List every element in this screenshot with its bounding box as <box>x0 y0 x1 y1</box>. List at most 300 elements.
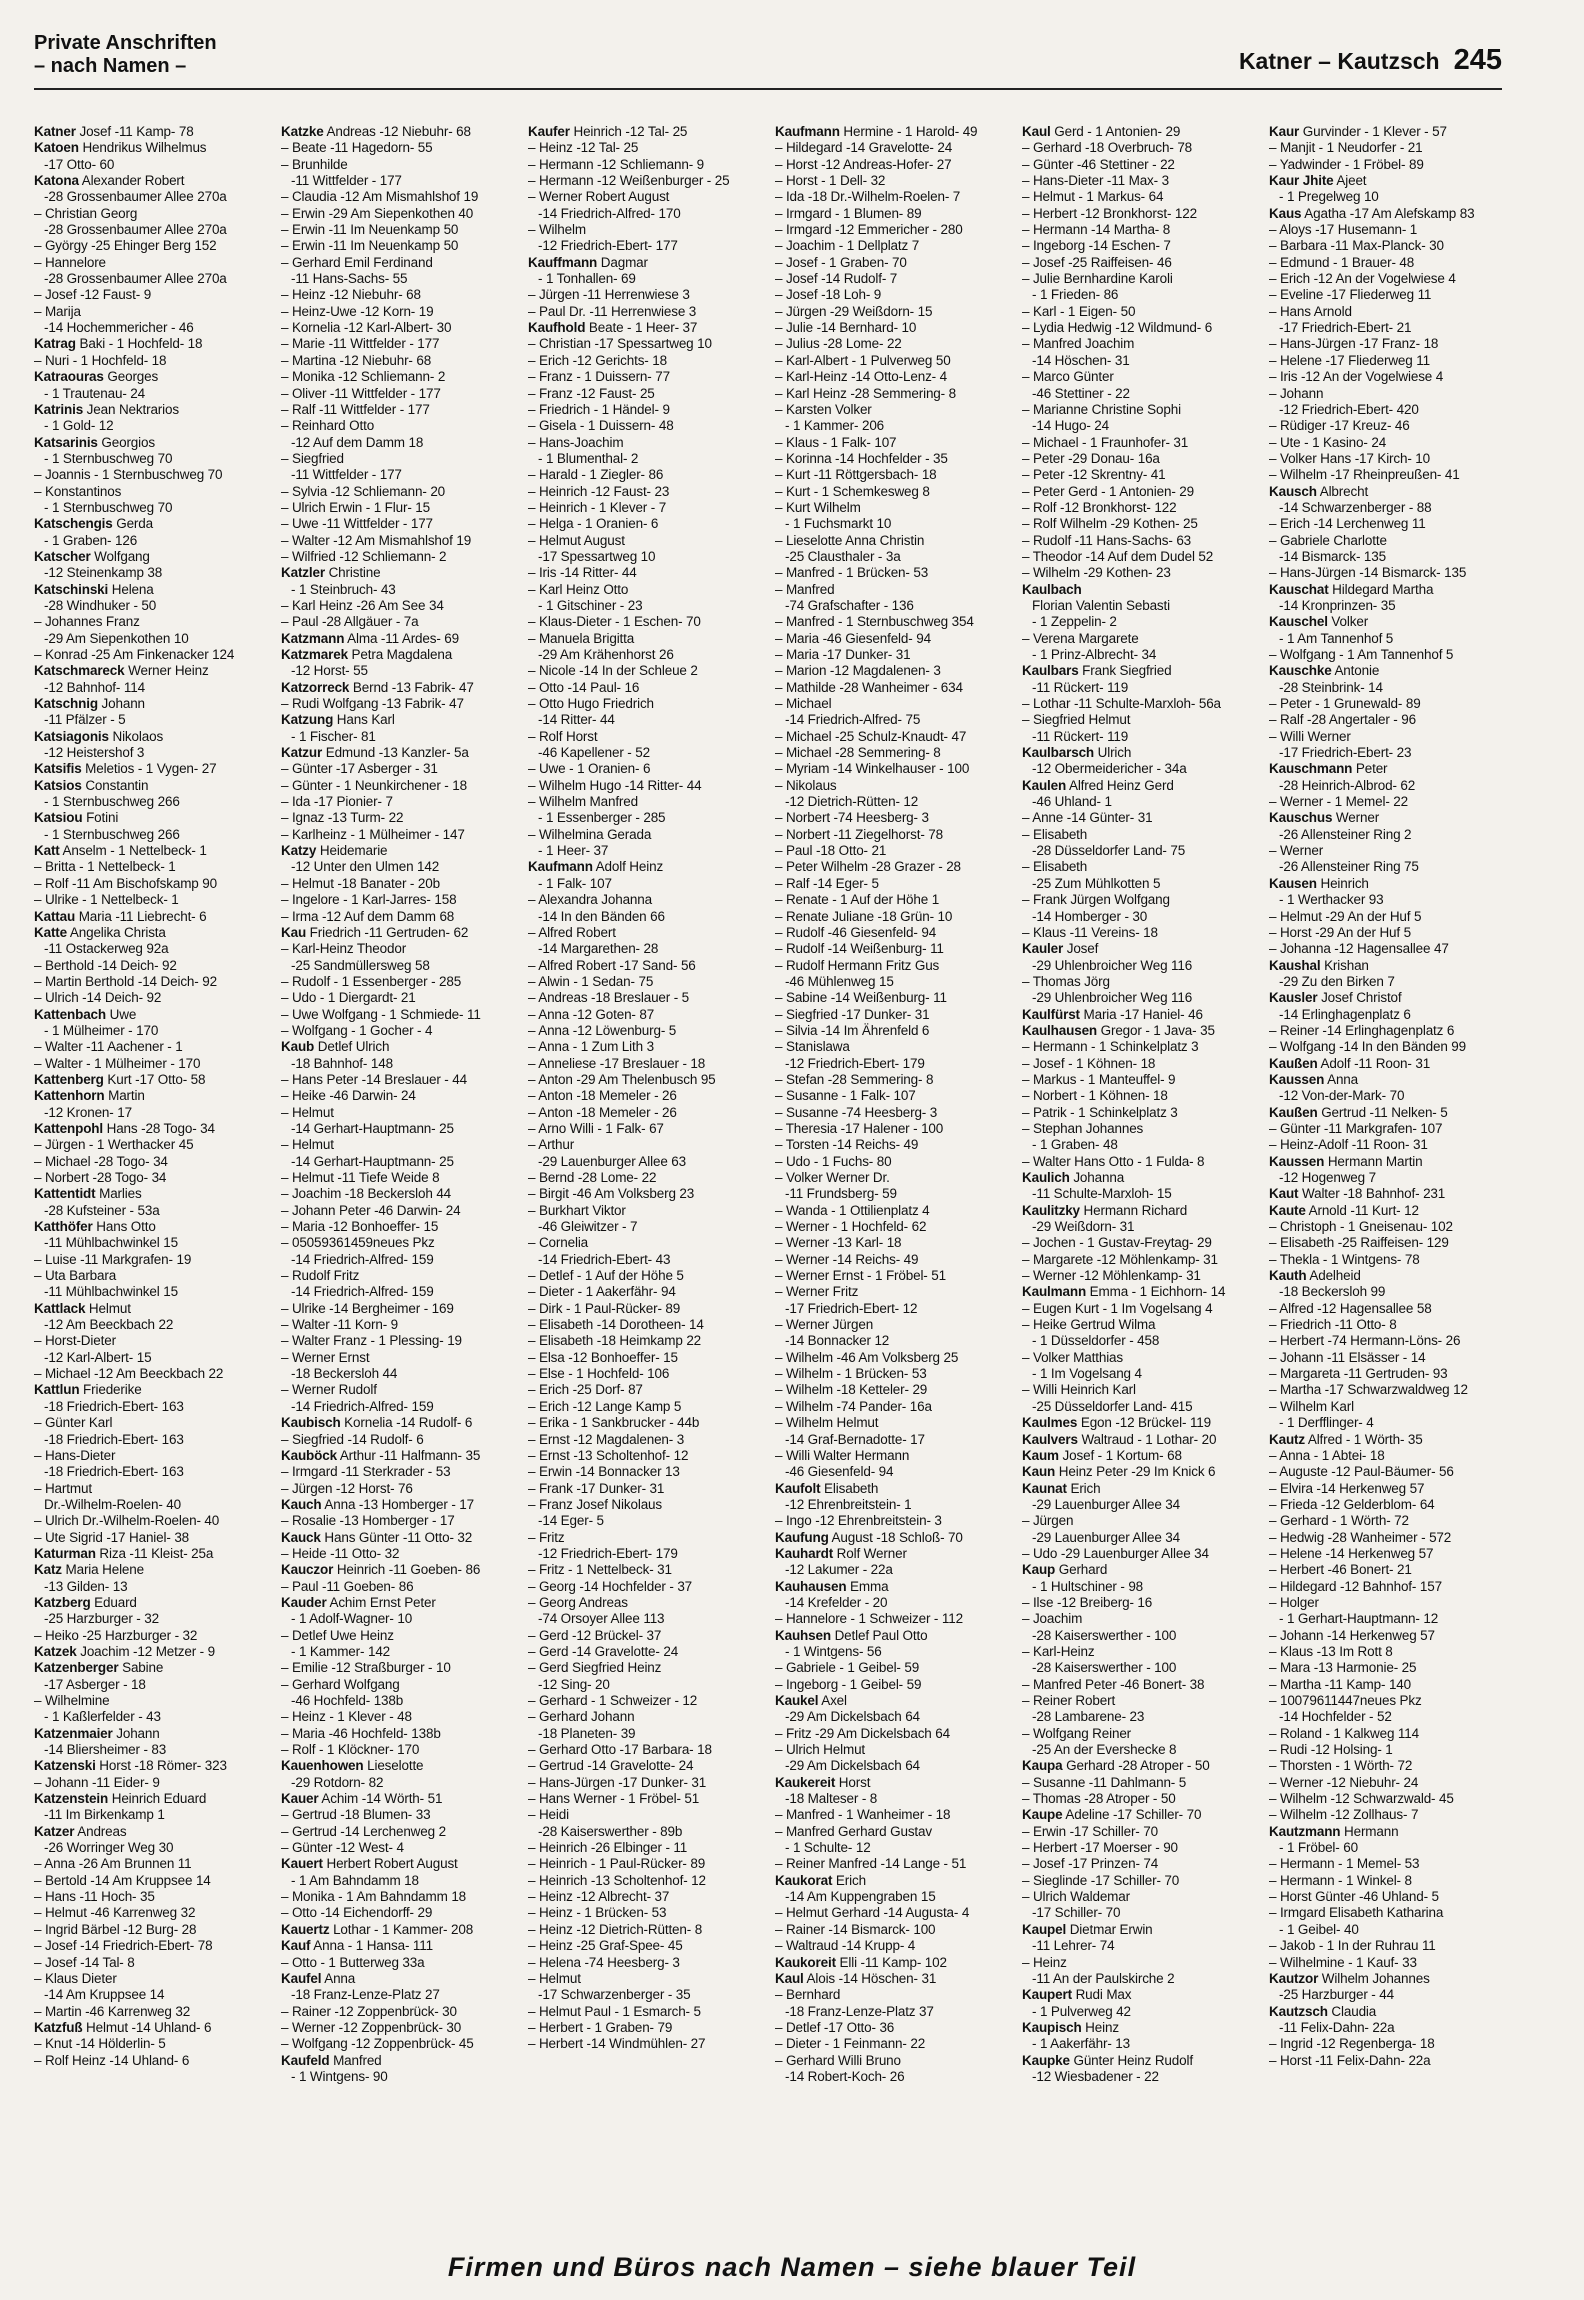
directory-entry: – Hermann -12 Schliemann- 9 <box>528 156 705 172</box>
directory-entry: – Josef - 1 Graben- 70 <box>775 254 907 270</box>
directory-entry: Kauschat Hildegard Martha <box>1269 581 1434 597</box>
directory-entry: – Klaus-Dieter - 1 Eschen- 70 <box>528 614 701 630</box>
directory-entry: – Oliver -11 Wittfelder - 177 <box>281 385 441 401</box>
directory-entry: – Iris -14 Ritter- 44 <box>528 565 637 581</box>
directory-entry: - 1 Aakerfähr- 13 <box>1032 2036 1131 2052</box>
directory-entry: – Emilie -12 Straßburger - 10 <box>281 1660 451 1676</box>
directory-entry: -18 Friedrich-Ebert- 163 <box>44 1464 184 1480</box>
page-header <box>34 32 1502 84</box>
directory-entry: – Gerhard Wolfgang <box>281 1676 400 1692</box>
directory-entry: – Maria -46 Hochfeld- 138b <box>281 1725 441 1741</box>
directory-entry: Katzenmaier Johann <box>34 1725 160 1741</box>
directory-entry: -11 Wittfelder - 177 <box>291 467 402 483</box>
directory-entry: -29 Am Krähenhorst 26 <box>538 647 674 662</box>
directory-entry: -46 Gleiwitzer - 7 <box>538 1219 638 1235</box>
directory-entry: – Herbert - 1 Graben- 79 <box>528 2019 673 2035</box>
directory-entry: – Otto Hugo Friedrich <box>528 696 654 712</box>
directory-entry: -12 Karl-Albert- 15 <box>44 1349 152 1365</box>
directory-entry: – Else - 1 Hochfeld- 106 <box>528 1366 670 1382</box>
directory-entry: -28 Windhuker - 50 <box>44 597 157 613</box>
directory-entry: -29 Am Dickelsbach 64 <box>785 1709 920 1725</box>
directory-entry: – Josef -17 Prinzen- 74 <box>1022 1856 1159 1872</box>
directory-entry: – Erika - 1 Sankbrucker - 44b <box>528 1415 700 1431</box>
directory-entry: -26 Allensteiner Ring 75 <box>1279 859 1419 875</box>
directory-entry: – Uwe - 1 Oranien- 6 <box>528 761 651 777</box>
directory-entry: Katsiou Fotini <box>34 810 119 826</box>
directory-entry: - 1 Adolf-Wagner- 10 <box>291 1611 413 1627</box>
directory-entry: -29 Uhlenbroicher Weg 116 <box>1032 957 1193 973</box>
directory-entry: Kaupisch Heinz <box>1022 2019 1119 2035</box>
directory-entry: – Josef -25 Raiffeisen- 46 <box>1022 254 1172 270</box>
directory-entry: Katzenberger Sabine <box>34 1660 164 1676</box>
directory-entry: Katzfuß Helmut -14 Uhland- 6 <box>34 2019 212 2035</box>
directory-entry: – Iris -12 An der Vogelwiese 4 <box>1269 369 1444 385</box>
directory-entry: – Michael -12 Am Beeckbach 22 <box>34 1366 224 1382</box>
directory-entry: Kauhsen Detlef Paul Otto <box>775 1627 928 1643</box>
directory-entry: – Rudolf -46 Giesenfeld- 94 <box>775 924 937 940</box>
directory-entry: – Peter -29 Donau- 16a <box>1022 450 1160 466</box>
directory-entry: – Erwin -11 Im Neuenkamp 50 <box>281 222 459 238</box>
directory-entry: Kaulich Johanna <box>1022 1170 1125 1185</box>
directory-entry: - 1 Düsseldorfer - 458 <box>1032 1333 1160 1349</box>
directory-entry: – Hans -11 Hoch- 35 <box>34 1889 155 1905</box>
directory-entry: – Renate - 1 Auf der Höhe 1 <box>775 892 940 908</box>
directory-entry: – Wilfried -12 Schliemann- 2 <box>281 548 447 564</box>
directory-entry: - 1 Werthacker 93 <box>1279 892 1384 908</box>
directory-entry: – Jürgen - 1 Werthacker 45 <box>34 1137 194 1153</box>
directory-entry: - 1 Derfflinger- 4 <box>1279 1415 1374 1431</box>
directory-entry: – Hermann - 1 Memel- 53 <box>1269 1856 1420 1872</box>
directory-entry: -14 Friedrich-Alfred- 159 <box>291 1251 434 1267</box>
directory-entry: – Ulrich Waldemar <box>1022 1889 1130 1905</box>
directory-entry: – Josef -14 Friedrich-Ebert- 78 <box>34 1938 213 1954</box>
directory-entry: – Birgit -46 Am Volksberg 23 <box>528 1186 695 1202</box>
directory-entry: - 1 Graben- 126 <box>44 532 138 548</box>
directory-entry: – Monika - 1 Am Bahndamm 18 <box>281 1889 467 1905</box>
directory-entry: – Konstantinos <box>34 483 122 499</box>
directory-entry: – Rudi -12 Holsing- 1 <box>1269 1742 1393 1758</box>
directory-entry: -17 Otto- 60 <box>44 156 115 172</box>
directory-entry: -17 Schwarzenberger - 35 <box>538 1987 691 2003</box>
directory-entry: – Wolfgang -14 In den Bänden 99 <box>1269 1039 1467 1055</box>
directory-entry: – Ingeborg -14 Eschen- 7 <box>1022 238 1171 254</box>
directory-entry: – Hildegard -12 Bahnhof- 157 <box>1269 1578 1442 1594</box>
directory-entry: Kaufmann Hermine - 1 Harold- 49 <box>775 124 978 139</box>
directory-entry: Kauschus Werner <box>1269 810 1380 826</box>
directory-entry: -12 Auf dem Damm 18 <box>291 434 424 450</box>
directory-entry: Kaus Agatha -17 Am Alefskamp 83 <box>1269 205 1475 221</box>
directory-entry: Katsifis Meletios - 1 Vygen- 27 <box>34 761 217 777</box>
directory-entry: – Martha -11 Kamp- 140 <box>1269 1676 1412 1692</box>
directory-entry: Kaur Gurvinder - 1 Klever - 57 <box>1269 124 1447 139</box>
directory-entry: – Werner <box>1269 843 1324 859</box>
directory-entry: – Helene -17 Fliederweg 11 <box>1269 352 1430 368</box>
directory-entry: -12 Sing- 20 <box>538 1676 610 1692</box>
directory-entry: -11 Rückert- 119 <box>1032 679 1129 695</box>
directory-entry: – Hans-Dieter -11 Max- 3 <box>1022 173 1169 189</box>
directory-entry: – Günter Karl <box>34 1415 113 1431</box>
directory-entry: – Martina -12 Niebuhr- 68 <box>281 352 432 368</box>
directory-entry: – Werner -14 Reichs- 49 <box>775 1251 919 1267</box>
directory-entry: Kaupel Dietmar Erwin <box>1022 1921 1153 1937</box>
directory-entry: Kaulhausen Gregor - 1 Java- 35 <box>1022 1022 1215 1038</box>
directory-entry: – Karl-Heinz <box>1022 1643 1095 1659</box>
directory-entry: - 1 Am Bahndamm 18 <box>291 1872 419 1888</box>
directory-entry: -14 Bismarck- 135 <box>1279 548 1386 564</box>
directory-entry: – Georg -14 Hochfelder - 37 <box>528 1578 693 1594</box>
directory-entry: – Werner -12 Möhlenkamp- 31 <box>1022 1268 1201 1284</box>
directory-entry: – Anton -18 Memeler - 26 <box>528 1088 677 1104</box>
directory-entry: -12 Heistershof 3 <box>44 745 145 761</box>
directory-entry: – Fritz <box>528 1529 565 1545</box>
directory-entry: – Marion -12 Magdalenen- 3 <box>775 663 941 679</box>
directory-entry: – Siegfried Helmut <box>1022 712 1131 728</box>
directory-entry: – Harald - 1 Ziegler- 86 <box>528 467 664 483</box>
directory-entry: – Helmut Gerhard -14 Augusta- 4 <box>775 1905 970 1921</box>
directory-entry: – Manfred <box>775 581 835 597</box>
directory-entry: – Walter -12 Am Mismahlshof 19 <box>281 532 472 548</box>
directory-entry: -14 Bonnacker 12 <box>785 1333 890 1349</box>
directory-entry: – Heinz -12 Tal- 25 <box>528 140 639 156</box>
directory-entry: -14 Graf-Bernadotte- 17 <box>785 1431 925 1447</box>
directory-entry: -46 Stettiner - 22 <box>1032 385 1130 401</box>
directory-entry: – Irmgard -11 Sterkrader - 53 <box>281 1464 451 1480</box>
directory-entry: Kaussen Hermann Martin <box>1269 1153 1423 1169</box>
directory-entry: – Walter -11 Aachener - 1 <box>34 1039 183 1055</box>
directory-entry: -14 Am Kuppengraben 15 <box>785 1889 936 1905</box>
directory-entry: -25 Harzburger - 32 <box>44 1611 159 1627</box>
directory-entry: – Manjit - 1 Neudorfer - 21 <box>1269 140 1423 156</box>
directory-entry: -28 Kufsteiner - 53a <box>44 1202 160 1218</box>
directory-entry: – Edmund - 1 Brauer- 48 <box>1269 254 1415 270</box>
directory-entry: – Lieselotte Anna Christin <box>775 532 925 548</box>
directory-entry: -28 Lambarene- 23 <box>1032 1709 1145 1725</box>
directory-entry: Kaulitzky Hermann Richard <box>1022 1202 1188 1218</box>
directory-entry: – Karl-Albert - 1 Pulverweg 50 <box>775 352 951 368</box>
directory-entry: – Christian Georg <box>34 205 138 221</box>
directory-entry: – Uta Barbara <box>34 1268 117 1284</box>
directory-entry: – Arno Willi - 1 Falk- 67 <box>528 1120 664 1136</box>
directory-entry: – Roland - 1 Kalkweg 114 <box>1269 1725 1419 1741</box>
directory-entry: – Peter Wilhelm -28 Grazer - 28 <box>775 859 961 875</box>
directory-entry: – Bernd -28 Lome- 22 <box>528 1170 657 1185</box>
directory-entry: – Heinz - 1 Klever - 48 <box>281 1709 412 1725</box>
directory-entry: – Margareta -11 Gertruden- 93 <box>1269 1366 1448 1382</box>
directory-entry: Kattlack Helmut <box>34 1300 131 1316</box>
directory-entry: -14 Krefelder - 20 <box>785 1594 888 1610</box>
directory-entry: – Gabriele - 1 Geibel- 59 <box>775 1660 920 1676</box>
section-title-line2: – nach Namen – <box>34 55 187 77</box>
directory-entry: – Walter Franz - 1 Plessing- 19 <box>281 1333 462 1349</box>
directory-entry: – Alfred Robert -17 Sand- 56 <box>528 957 696 973</box>
directory-entry: – Wilhelm <box>528 222 586 238</box>
directory-entry: – Detlef - 1 Auf der Höhe 5 <box>528 1268 684 1284</box>
directory-entry: - 1 Sternbuschweg 70 <box>44 499 173 515</box>
directory-entry: – Stefan -28 Semmering- 8 <box>775 1071 934 1087</box>
directory-entry: – Aloys -17 Husemann- 1 <box>1269 222 1418 238</box>
directory-entry: -12 Friedrich-Ebert- 420 <box>1279 401 1419 417</box>
directory-entry: – Konrad -25 Am Finkenacker 124 <box>34 647 235 662</box>
directory-entry: – Martin Berthold -14 Deich- 92 <box>34 973 217 989</box>
directory-entry: -29 Lauenburger Allee 34 <box>1032 1529 1181 1545</box>
directory-entry: – Holger <box>1269 1594 1319 1610</box>
directory-entry: -11 Schulte-Marxloh- 15 <box>1032 1186 1172 1202</box>
directory-entry: – Christoph - 1 Gneisenau- 102 <box>1269 1219 1453 1235</box>
directory-entry: Kattenbach Uwe <box>34 1006 137 1022</box>
directory-entry: – Otto - 1 Butterweg 33a <box>281 1954 425 1970</box>
directory-entry: – Manfred - 1 Wanheimer - 18 <box>775 1807 951 1823</box>
directory-entry: – Manfred Peter -46 Bonert- 38 <box>1022 1676 1205 1692</box>
directory-entry: -46 Uhland- 1 <box>1032 794 1112 810</box>
directory-entry: – Marija <box>34 303 81 319</box>
directory-entry: – Eugen Kurt - 1 Im Vogelsang 4 <box>1022 1300 1213 1316</box>
directory-entry: – Helmut <box>281 1104 334 1120</box>
directory-entry: -28 Kaiserswerther - 89b <box>538 1823 683 1839</box>
directory-entry: – Elvira -14 Herkenweg 57 <box>1269 1480 1425 1496</box>
directory-entry: – Reiner Robert <box>1022 1693 1116 1708</box>
directory-entry: – Luise -11 Markgrafen- 19 <box>34 1251 192 1267</box>
directory-entry: - 1 Im Vogelsang 4 <box>1032 1366 1142 1382</box>
directory-entry: – Marianne Christine Sophi <box>1022 401 1181 417</box>
directory-entry: – Werner - 1 Hochfeld- 62 <box>775 1219 927 1235</box>
directory-entry: – Günter -11 Markgrafen- 107 <box>1269 1120 1443 1136</box>
directory-entry: - 1 Frieden- 86 <box>1032 287 1119 303</box>
directory-entry: – Peter - 1 Grunewald- 89 <box>1269 696 1421 712</box>
directory-entry: Kauler Josef <box>1022 941 1099 957</box>
directory-entry: -14 Friedrich-Alfred- 159 <box>291 1284 434 1300</box>
directory-entry: – Norbert -28 Togo- 34 <box>34 1170 167 1185</box>
directory-entry: – Wilhelmina Gerada <box>528 826 652 842</box>
directory-entry: Katt Anselm - 1 Nettelbeck- 1 <box>34 843 207 859</box>
directory-entry: Katschengis Gerda <box>34 516 153 532</box>
directory-entry: – Udo -29 Lauenburger Allee 34 <box>1022 1545 1209 1561</box>
directory-entry: Katraouras Georges <box>34 369 159 385</box>
directory-entry: -14 Schwarzenberger - 88 <box>1279 499 1432 515</box>
directory-entry: – Ulrich Erwin - 1 Flur- 15 <box>281 499 430 515</box>
section-title-line1: Private Anschriften <box>34 32 217 54</box>
directory-entry: -12 Obermeidericher - 34a <box>1032 761 1187 777</box>
directory-entry: – Rosalie -13 Homberger - 17 <box>281 1513 455 1529</box>
directory-entry: – Gerhard Johann <box>528 1709 635 1725</box>
directory-entry: -14 Hochemmericher - 46 <box>44 320 194 336</box>
directory-entry: – Karl Heinz Otto <box>528 581 629 597</box>
directory-entry: -29 Rotdorn- 82 <box>291 1774 384 1790</box>
directory-entry: – Elsa -12 Bonhoeffer- 15 <box>528 1349 678 1365</box>
directory-entry: -14 Ritter- 44 <box>538 712 615 728</box>
directory-entry: – Hans-Joachim <box>528 434 624 450</box>
directory-entry: -29 Lauenburger Allee 63 <box>538 1153 687 1169</box>
directory-entry: – Wilhelm Manfred <box>528 794 638 810</box>
footer-note: Firmen und Büros nach Namen – siehe blauer Teil <box>447 2252 1137 2282</box>
directory-entry: – Werner -13 Karl- 18 <box>775 1235 902 1251</box>
directory-entry: – 10079611447neues Pkz <box>1269 1693 1422 1708</box>
directory-entry: -14 Margarethen- 28 <box>538 941 659 957</box>
directory-entry: – Ulrich -14 Deich- 92 <box>34 990 162 1006</box>
directory-entry: – Detlef -17 Otto- 36 <box>775 2019 895 2035</box>
directory-entry: -11 Mühlbachwinkel 15 <box>44 1284 178 1300</box>
directory-entry: -12 Dietrich-Rütten- 12 <box>785 794 919 810</box>
directory-entry: -12 Horst- 55 <box>291 663 368 679</box>
directory-entry: -11 Frundsberg- 59 <box>785 1186 897 1202</box>
directory-entry: – Hermann - 1 Winkel- 8 <box>1269 1872 1412 1888</box>
directory-entry: – Korinna -14 Hochfelder - 35 <box>775 450 948 466</box>
directory-entry: – Brunhilde <box>281 156 348 172</box>
directory-entry: -14 Höschen- 31 <box>1032 352 1130 368</box>
directory-entry: – Maria -46 Giesenfeld- 94 <box>775 630 931 646</box>
directory-entry: – Wilhelm -18 Ketteler- 29 <box>775 1382 928 1398</box>
directory-entry: – Norbert -74 Heesberg- 3 <box>775 810 929 826</box>
directory-entry: – Uwe -11 Wittfelder - 177 <box>281 516 433 532</box>
directory-entry: - 1 Trautenau- 24 <box>44 385 146 401</box>
directory-entry: -17 Spessartweg 10 <box>538 548 656 564</box>
directory-entry: – Hans-Dieter <box>34 1447 116 1463</box>
directory-entry: – Horst - 1 Dell- 32 <box>775 173 886 189</box>
directory-entry: – Rudolf - 1 Essenberger - 285 <box>281 973 462 989</box>
directory-entry: – Alexandra Johanna <box>528 892 653 908</box>
directory-entry: -25 An der Evershecke 8 <box>1032 1742 1177 1758</box>
directory-entry: -14 Hochfelder - 52 <box>1279 1709 1392 1725</box>
directory-entry: - 1 Prinz-Albrecht- 34 <box>1032 647 1157 662</box>
directory-entry: Katzek Joachim -12 Metzer - 9 <box>34 1643 215 1659</box>
directory-entry: – Jürgen <box>1022 1513 1074 1529</box>
directory-entry: – Helene -14 Herkenweg 57 <box>1269 1545 1434 1561</box>
directory-entry: – Wilhelmine - 1 Kauf- 33 <box>1269 1954 1417 1970</box>
directory-entry: -11 Lehrer- 74 <box>1032 1938 1115 1954</box>
directory-entry: Kaunat Erich <box>1022 1480 1101 1496</box>
directory-entry: – Willi Heinrich Karl <box>1022 1382 1136 1398</box>
directory-entry: – Helmut <box>528 1970 581 1986</box>
directory-entry: Katner Josef -11 Kamp- 78 <box>34 124 194 139</box>
directory-entry: Kaupke Günter Heinz Rudolf <box>1022 2052 1193 2068</box>
section-title <box>34 32 217 78</box>
directory-entry: – Erich -12 Gerichts- 18 <box>528 352 667 368</box>
directory-entry: – Franz - 1 Duissern- 77 <box>528 369 670 385</box>
directory-entry: -28 Steinbrink- 14 <box>1279 679 1383 695</box>
directory-entry: – Helmut August <box>528 532 625 548</box>
directory-entry: – Anna -12 Goten- 87 <box>528 1006 655 1022</box>
directory-entry: – Arthur <box>528 1137 575 1153</box>
directory-entry: – Heinz - 1 Brücken- 53 <box>528 1905 667 1921</box>
directory-entry: Kaute Arnold -11 Kurt- 12 <box>1269 1202 1419 1218</box>
directory-entry: – Mara -13 Harmonie- 25 <box>1269 1660 1417 1676</box>
directory-entry: -25 Harzburger - 44 <box>1279 1987 1394 2003</box>
directory-entry: -46 Giesenfeld- 94 <box>785 1464 894 1480</box>
directory-entry: -14 Friedrich-Ebert- 43 <box>538 1251 671 1267</box>
directory-entry: – Erich -12 Lange Kamp 5 <box>528 1398 682 1414</box>
directory-entry: – Karlheinz - 1 Mülheimer - 147 <box>281 826 465 842</box>
directory-entry: – Erwin -11 Im Neuenkamp 50 <box>281 238 459 254</box>
directory-entry: – Michael -28 Togo- 34 <box>34 1153 168 1169</box>
directory-entry: – Willi Werner <box>1269 728 1351 744</box>
directory-entry: -28 Kaiserswerther - 100 <box>1032 1660 1177 1676</box>
directory-entry: -18 Beckersloh 44 <box>291 1366 398 1382</box>
directory-entry: -11 Im Birkenkamp 1 <box>44 1807 165 1823</box>
directory-entry: - 1 Hultschiner - 98 <box>1032 1578 1144 1594</box>
directory-entry: -28 Düsseldorfer Land- 75 <box>1032 843 1186 859</box>
directory-entry: Kaum Josef - 1 Kortum- 68 <box>1022 1447 1182 1463</box>
directory-entry: – Otto -14 Paul- 16 <box>528 679 640 695</box>
directory-entry: Kaukorat Erich <box>775 1872 866 1888</box>
directory-entry: -18 Franz-Lenze-Platz 27 <box>291 1987 440 2003</box>
directory-column-4 <box>775 124 1013 2214</box>
directory-entry: – Joannis - 1 Sternbuschweg 70 <box>34 467 223 483</box>
directory-entry: – Josef -14 Rudolf- 7 <box>775 271 898 287</box>
directory-entry: -11 Wittfelder - 177 <box>291 173 402 189</box>
directory-entry: – Werner Fritz <box>775 1284 859 1300</box>
directory-entry: -11 Ostackerweg 92a <box>44 941 169 957</box>
directory-entry: Kaupert Rudi Max <box>1022 1987 1132 2003</box>
directory-entry: – Andreas -18 Breslauer - 5 <box>528 990 690 1006</box>
directory-entry: – Heinrich -26 Elbinger - 11 <box>528 1840 688 1856</box>
directory-entry: Kattentidt Marlies <box>34 1186 142 1202</box>
directory-entry: – Klaus -11 Vereins- 18 <box>1022 924 1158 940</box>
directory-entry: Kauschmann Peter <box>1269 761 1388 777</box>
directory-entry: – Margarete -12 Möhlenkamp- 31 <box>1022 1251 1218 1267</box>
directory-entry: – Alfred -12 Hagensallee 58 <box>1269 1300 1432 1316</box>
directory-entry: -29 Lauenburger Allee 34 <box>1032 1496 1181 1512</box>
directory-entry: – Torsten -14 Reichs- 49 <box>775 1137 919 1153</box>
directory-entry: Kauffmann Dagmar <box>528 254 648 270</box>
directory-entry: – Hans-Jürgen -17 Franz- 18 <box>1269 336 1439 352</box>
directory-entry: – Dieter - 1 Aakerfähr- 94 <box>528 1284 676 1300</box>
directory-entry: – Manfred Gerhard Gustav <box>775 1823 932 1839</box>
directory-entry: – Frank -17 Dunker- 31 <box>528 1480 665 1496</box>
directory-entry: – Josef - 1 Köhnen- 18 <box>1022 1055 1156 1071</box>
directory-entry: – Michael <box>775 696 832 712</box>
directory-entry: – Britta - 1 Nettelbeck- 1 <box>34 859 176 875</box>
directory-entry: -14 Erlinghagenplatz 6 <box>1279 1006 1411 1022</box>
directory-entry: - 1 Am Tannenhof 5 <box>1279 630 1394 646</box>
directory-entry: – Udo - 1 Fuchs- 80 <box>775 1153 892 1169</box>
directory-entry: – Hermann -14 Martha- 8 <box>1022 222 1171 238</box>
directory-entry: – Hannelore <box>34 254 106 270</box>
directory-entry: - 1 Gitschiner - 23 <box>538 597 643 613</box>
directory-entry: – Helga - 1 Oranien- 6 <box>528 516 659 532</box>
directory-entry: Katzorreck Bernd -13 Fabrik- 47 <box>281 679 474 695</box>
directory-entry: -14 Friedrich-Alfred- 159 <box>291 1398 434 1414</box>
directory-entry: – Monika -12 Schliemann- 2 <box>281 369 446 385</box>
directory-entry: – Ralf -28 Angertaler - 96 <box>1269 712 1416 728</box>
directory-entry: – Wilhelm Helmut <box>775 1415 879 1431</box>
directory-entry: - 1 Blumenthal- 2 <box>538 450 639 466</box>
directory-entry: Kauschke Antonie <box>1269 663 1380 679</box>
directory-entry: – Verena Margarete <box>1022 630 1139 646</box>
directory-entry: – Hedwig -28 Wanheimer - 572 <box>1269 1529 1452 1545</box>
directory-entry: – Hans Werner - 1 Fröbel- 51 <box>528 1791 700 1807</box>
directory-entry: – Marie -11 Wittfelder - 177 <box>281 336 440 352</box>
directory-entry: – Wilhelm -29 Kothen- 23 <box>1022 565 1171 581</box>
directory-entry: Kaukereit Horst <box>775 1774 871 1790</box>
directory-entry: – Hildegard -14 Gravelotte- 24 <box>775 140 953 156</box>
directory-entry: Kaur Jhite Ajeet <box>1269 173 1367 189</box>
directory-entry: – Werner -12 Zoppenbrück- 30 <box>281 2019 462 2035</box>
directory-entry: – Julie -14 Bernhard- 10 <box>775 320 917 336</box>
directory-column-3 <box>528 124 766 2214</box>
directory-entry: – Julius -28 Lome- 22 <box>775 336 902 352</box>
directory-entry: – Johann Peter -46 Darwin- 24 <box>281 1202 461 1218</box>
directory-entry: -12 Friedrich-Ebert- 179 <box>538 1545 678 1561</box>
directory-entry: -46 Mühlenweg 15 <box>785 973 894 989</box>
directory-entry: – Thekla - 1 Wintgens- 78 <box>1269 1251 1420 1267</box>
directory-entry: Kattenhorn Martin <box>34 1088 145 1104</box>
directory-entry: – Otto -14 Eichendorff- 29 <box>281 1905 433 1921</box>
directory-entry: – Rudolf -14 Weißenburg- 11 <box>775 941 944 957</box>
directory-entry: – Josef -12 Faust- 9 <box>34 287 152 303</box>
directory-entry: Katrag Baki - 1 Hochfeld- 18 <box>34 336 203 352</box>
directory-entry: – Gerd -14 Gravelotte- 24 <box>528 1643 679 1659</box>
directory-entry: - 1 Steinbruch- 43 <box>291 581 396 597</box>
directory-entry: – Burkhart Viktor <box>528 1202 626 1218</box>
